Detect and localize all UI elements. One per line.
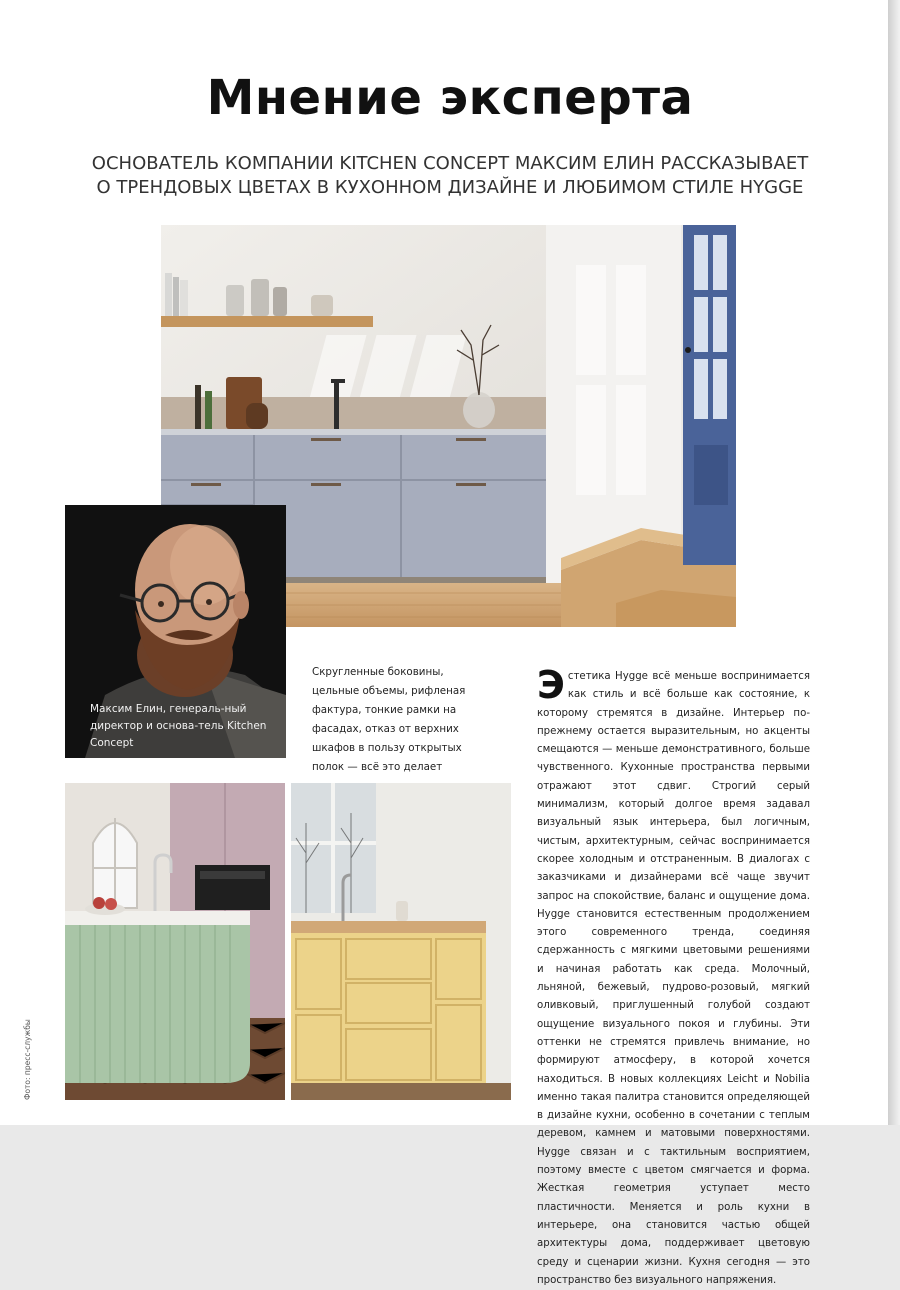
yellow-kitchen-photo: [291, 783, 511, 1100]
page-title: Мнение эксперта: [206, 70, 694, 126]
subtitle-line-2: О ТРЕНДОВЫХ ЦВЕТАХ В КУХОННОМ ДИЗАЙНЕ И ЛЮБИМОМ СТИЛЕ HYGGE: [96, 177, 804, 198]
portrait-caption: Максим Елин, генераль-ный директор и основа-тель Kitchen Concept: [90, 703, 267, 749]
page-subtitle: [60, 152, 840, 200]
article-text: стетика Hygge всё меньше воспринимается как стиль и всё больше как состояние, к которому стремятся в дизайне. Интерьер по-прежнему остается выразительным, но акценты смещаются — меньше демонстративного, больше чувственного. Кухонные пространства первыми отражают этот сдвиг. Строгий серый минимализм, который долгое время задавал визуальный язык интерьера, был логичным, чистым, архитектурным, сейчас воспринимается скорее холодным и отстраненным. В диалогах с заказчиками и дизайнерами всё чаще звучит запрос на спокойствие, баланс и ощущение дома. Hygge становится естественным продолжением этого современного тренда, соединяя сдержанность с мягкими цветовыми решениями и начиная работать как среда. Молочный, льняной, бежевый, пудрово-розовый, мягкий оливковый, приглушенный голубой создают ощущение визуального покоя и глубины. Эти оттенки не стремятся привлечь внимание, но формируют атмосферу, в которой хочется находиться. В новых коллекциях Leicht и Nobilia именно такая палитра становится определяющей в дизайне кухни, особенно в сочетании с теплым деревом, камнем и матовыми поверхностями. Hygge связан и с тактильным восприятием, поэтому вместе с цветом смягчается и форма. Жесткая геометрия уступает место пластичности. Меняется и роль кухни в интерьере, она становится частью общей архитектуры дома, поддерживает цветовую среду и сценарии жизни. Кухня сегодня — это пространство без визуального напряжения.: [537, 671, 810, 1286]
article-body: [537, 663, 810, 1290]
photo-credit: Фото: пресс-службы: [23, 1019, 32, 1100]
subtitle-line-1: ОСНОВАТЕЛЬ КОМПАНИИ KITCHEN CONCEPT МАКСИМ ЕЛИН РАССКАЗЫВАЕТ: [91, 153, 809, 174]
page-edge-shadow: [888, 0, 900, 1125]
drop-cap: Э: [537, 663, 565, 707]
lead-paragraph: Скругленные боковины, цельные объемы, рифленая фактура, тонкие рамки на фасадах, отказ от верхних шкафов в пользу открытых полок — всё это делает: [312, 666, 466, 773]
expert-portrait: [65, 505, 286, 758]
sage-island-photo: [65, 783, 285, 1100]
